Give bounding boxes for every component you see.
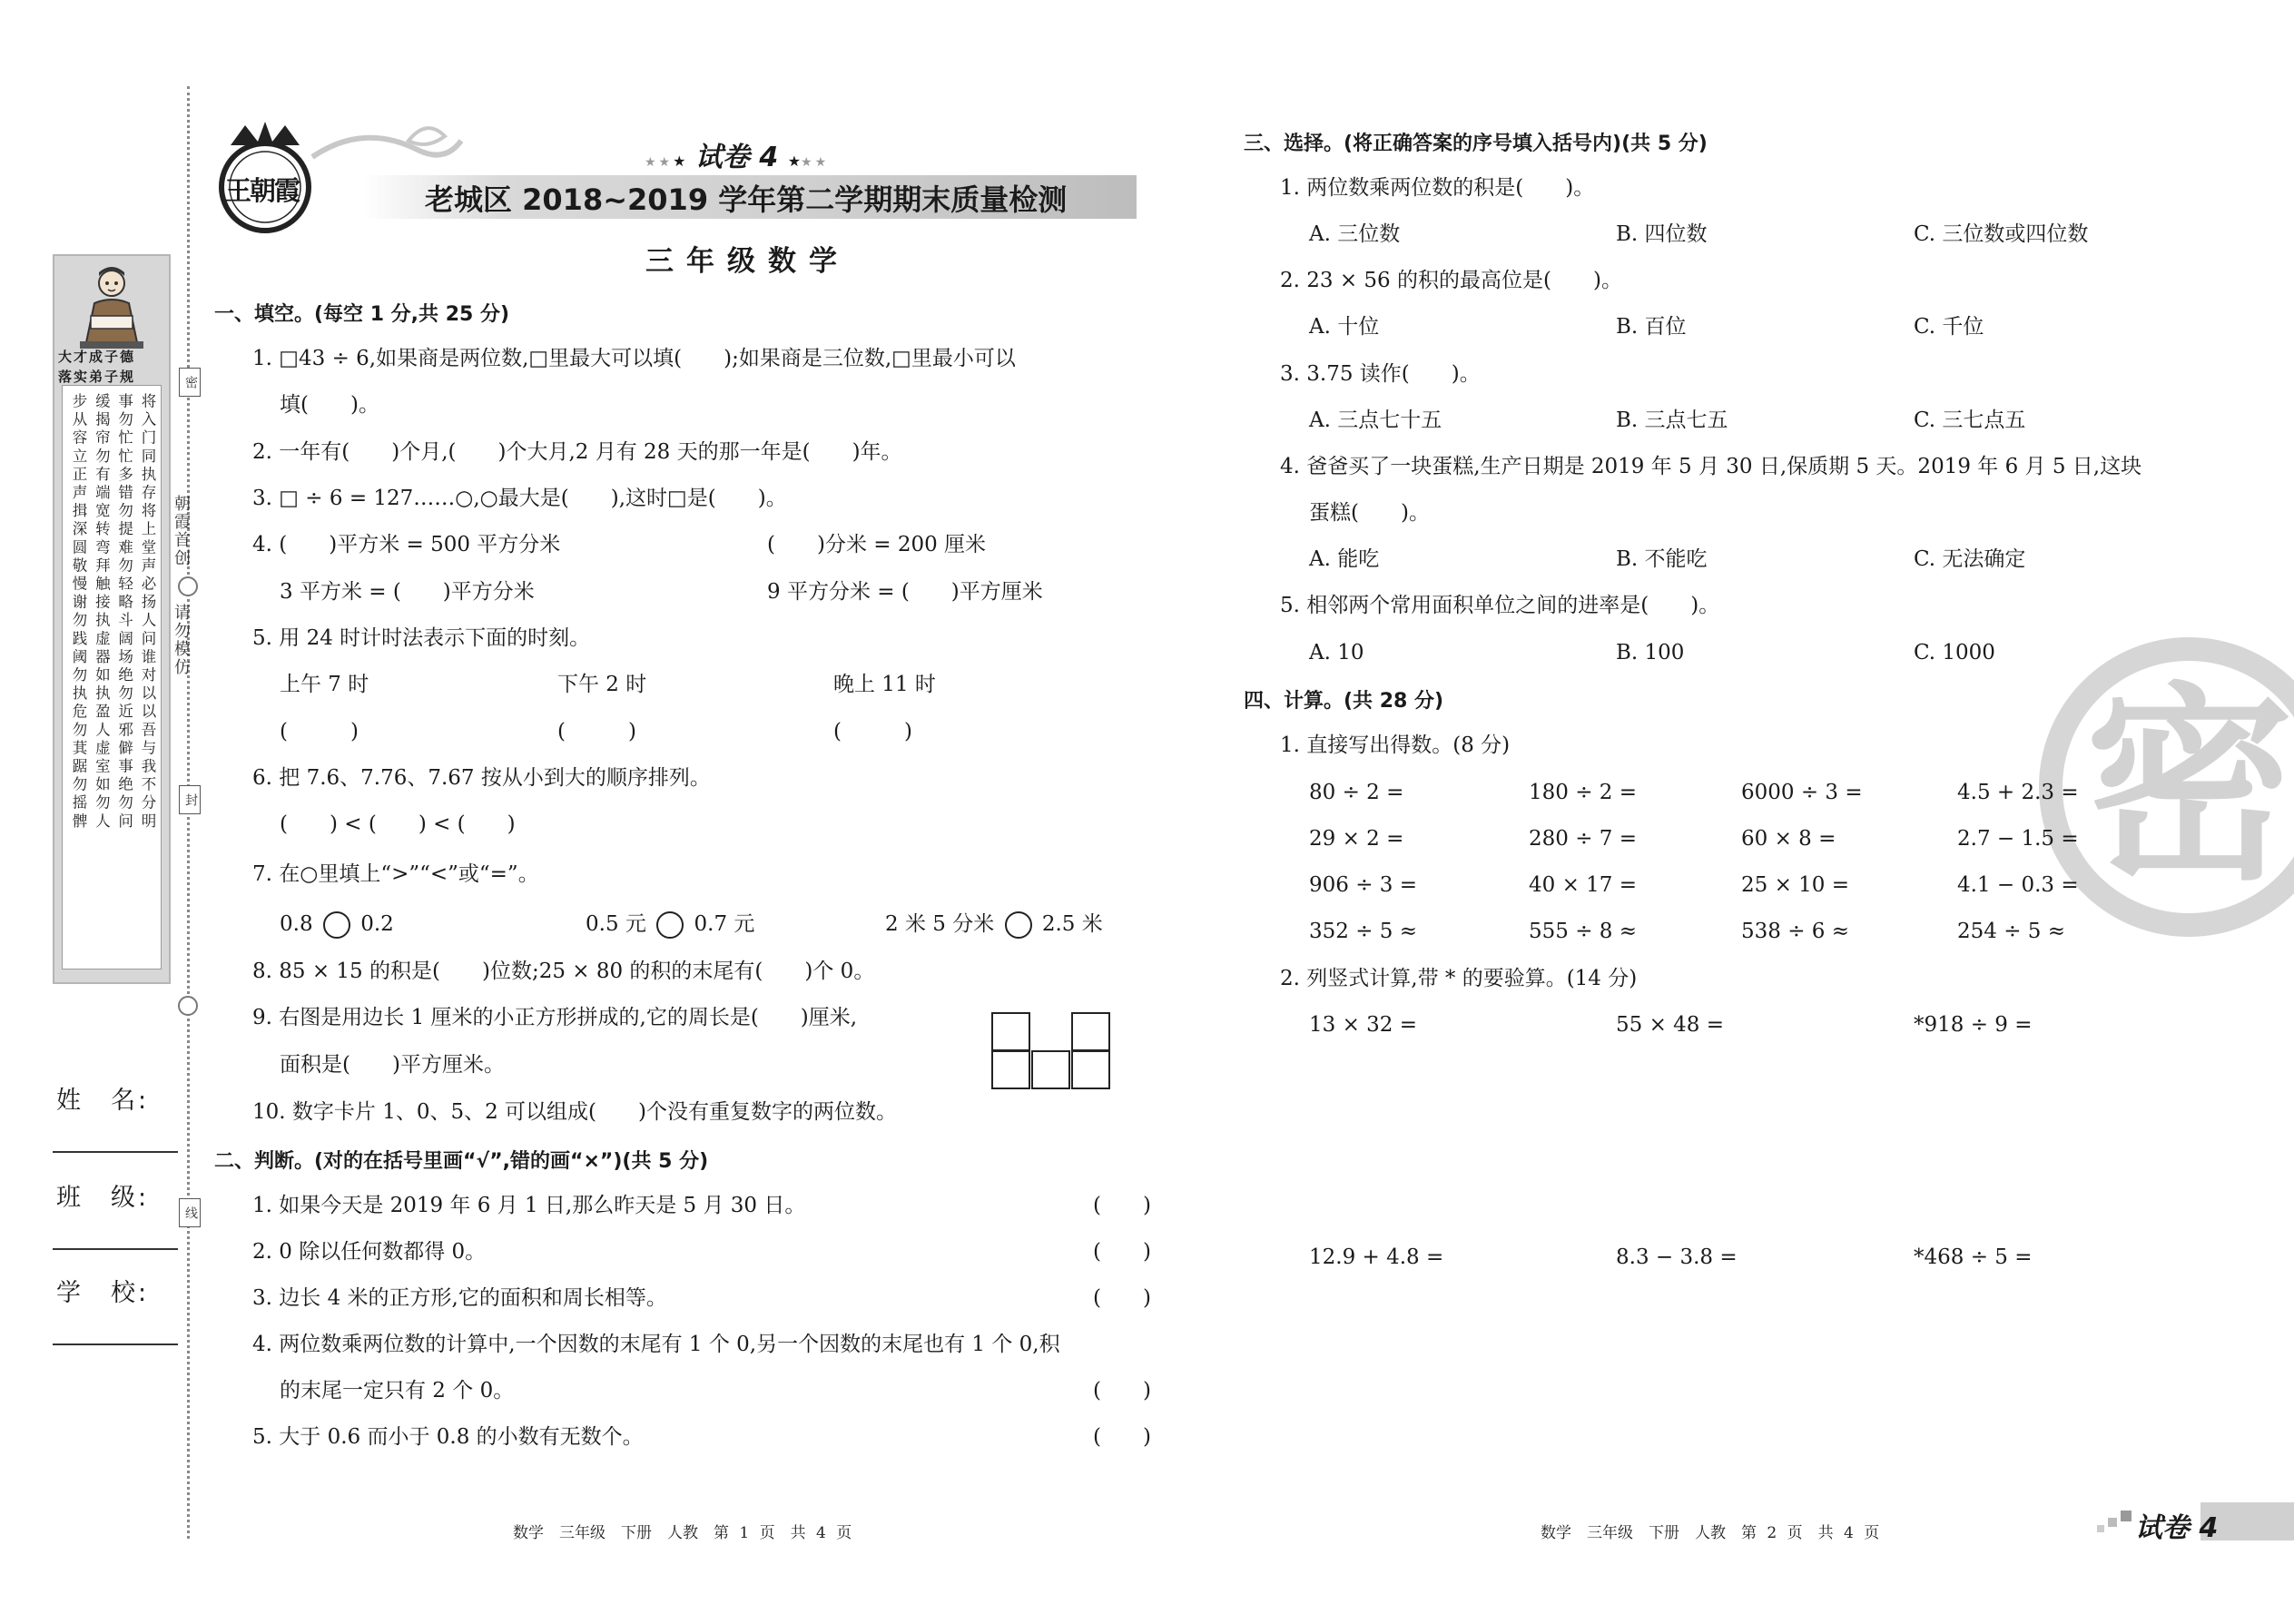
judge-item-continued: 的末尾一定只有 2 个 0。	[280, 1379, 515, 1403]
question-3: 3. □ ÷ 6 = 127……○,○最大是( ),这时□是( )。	[252, 487, 787, 510]
oral-calc-item: 538 ÷ 6 ≈	[1741, 920, 1850, 943]
oral-calc-item: 80 ÷ 2 =	[1309, 781, 1404, 804]
poem-column: 事勿忙忙多错勿提难勿轻略斗阔场绝勿近邪僻事绝勿问	[115, 393, 133, 832]
class-field[interactable]	[53, 1248, 178, 1250]
vertical-calc-item: 12.9 + 4.8 =	[1309, 1245, 1444, 1269]
oral-calc-item: 280 ÷ 7 =	[1529, 827, 1638, 851]
question-6-blanks[interactable]: ( ) < ( ) < ( )	[280, 812, 516, 836]
question-6: 6. 把 7.6、7.76、7.67 按从小到大的顺序排列。	[252, 766, 711, 790]
oral-calc-item: 254 ÷ 5 ≈	[1957, 920, 2066, 943]
section-heading: 三、选择。(将正确答案的序号填入括号内)(共 5 分)	[1244, 133, 1708, 155]
question-8: 8. 85 × 15 的积是( )位数;25 × 80 的积的末尾有( )个 0。	[252, 960, 875, 983]
question-4b: ( )分米 = 200 厘米	[767, 533, 987, 556]
seal-mark-top: 密	[179, 368, 201, 397]
name-field[interactable]	[53, 1151, 178, 1153]
page-footer-right: 数学 三年级 下册 人教 第 2 页 共 4 页	[1541, 1524, 1880, 1542]
vertical-calc-item: *918 ÷ 9 =	[1914, 1013, 2033, 1037]
poem-column: 缓揭帘勿有端宽转弯拜触接执虚器如执盈人虚室如勿人	[93, 393, 111, 832]
subject-title: 三年级数学	[645, 245, 850, 278]
time-answer-blank[interactable]: ( )	[557, 720, 636, 743]
vertical-note-2: 请勿模仿	[172, 604, 191, 676]
question-1a: 1. □43 ÷ 6,如果商是两位数,□里最大可以填( );如果商是三位数,□里最小可以	[252, 347, 1016, 370]
compare-circle[interactable]	[323, 911, 350, 939]
watermark-character: 密	[2084, 666, 2294, 909]
question-4a: 4. ( )平方米 = 500 平方分米	[252, 533, 561, 556]
judge-item: 2. 0 除以任何数都得 0。	[252, 1240, 487, 1264]
choice-question: 1. 两位数乘两位数的积是( )。	[1280, 176, 1595, 200]
time-label: 下午 2 时	[557, 673, 647, 696]
judge-answer-blank[interactable]: ( )	[1093, 1425, 1151, 1449]
binding-knot-icon	[178, 996, 198, 1016]
star-decoration-icon: ★★	[645, 155, 674, 170]
compare-circle[interactable]	[656, 911, 684, 939]
judge-answer-blank[interactable]: ( )	[1093, 1240, 1151, 1264]
seal-mark-bottom: 线	[179, 1198, 201, 1227]
seal-mark-mid: 封	[179, 785, 201, 814]
scholar-figure-icon	[78, 263, 145, 350]
paper-tag: ★★★ 试卷 4 ★★★	[645, 142, 830, 173]
judge-answer-blank[interactable]: ( )	[1093, 1286, 1151, 1310]
school-field[interactable]	[53, 1343, 178, 1345]
vertical-note-1: 朝霞首创	[172, 495, 191, 567]
choice-option[interactable]: A. 三点七十五	[1309, 408, 1442, 432]
choice-option[interactable]: A. 三位数	[1309, 222, 1401, 246]
question-9a: 9. 右图是用边长 1 厘米的小正方形拼成的,它的周长是( )厘米,	[252, 1006, 858, 1029]
publisher-logo	[211, 118, 320, 234]
oral-calc-item: 25 × 10 =	[1741, 873, 1850, 897]
choice-option[interactable]: B. 四位数	[1616, 222, 1708, 246]
star-decoration-icon: ★★	[801, 155, 830, 170]
judge-answer-blank[interactable]: ( )	[1093, 1379, 1151, 1403]
oral-calc-item: 60 × 8 =	[1741, 827, 1836, 851]
choice-option[interactable]: A. 能吃	[1309, 547, 1380, 571]
choice-option[interactable]: C. 千位	[1914, 315, 1984, 339]
main-title: 老城区 2018~2019 学年第二学期期末质量检测	[425, 182, 1068, 217]
poem-column: 将入门同执存将上堂声必扬人问谁对以以吾与我不分明	[138, 393, 156, 832]
choice-option[interactable]: C. 三七点五	[1914, 408, 2026, 432]
time-label: 上午 7 时	[280, 673, 369, 696]
oral-calc-item: 2.7 − 1.5 =	[1957, 827, 2079, 851]
school-label: 学 校:	[56, 1279, 150, 1307]
oral-calc-item: 6000 ÷ 3 =	[1741, 781, 1863, 804]
name-label: 姓 名:	[56, 1087, 150, 1115]
choice-question: 3. 3.75 读作( )。	[1280, 362, 1481, 386]
corner-decoration-icon	[2097, 1507, 2133, 1541]
question-10: 10. 数字卡片 1、0、5、2 可以组成( )个没有重复数字的两位数。	[252, 1100, 897, 1124]
compare-item: 0.8 0.2	[280, 910, 394, 939]
choice-question: 5. 相邻两个常用面积单位之间的进率是( )。	[1280, 594, 1720, 617]
question-9b: 面积是( )平方厘米。	[280, 1053, 505, 1077]
section-heading: 二、判断。(对的在括号里画“√”,错的画“×”)(共 5 分)	[214, 1150, 709, 1173]
choice-option[interactable]: B. 100	[1616, 641, 1685, 664]
choice-option[interactable]: A. 十位	[1309, 315, 1380, 339]
section-heading: 四、计算。(共 28 分)	[1244, 690, 1444, 713]
question-4c: 3 平方米 = ( )平方分米	[280, 580, 535, 604]
judge-item: 4. 两位数乘两位数的计算中,一个因数的末尾有 1 个 0,另一个因数的末尾也有 1 个 0,积	[252, 1333, 1060, 1356]
choice-option[interactable]: A. 10	[1309, 641, 1364, 664]
judge-item: 1. 如果今天是 2019 年 6 月 1 日,那么昨天是 5 月 30 日。	[252, 1194, 806, 1217]
section-heading: 一、填空。(每空 1 分,共 25 分)	[214, 303, 510, 326]
sub-heading: 1. 直接写出得数。(8 分)	[1280, 733, 1511, 757]
choice-option[interactable]: C. 1000	[1914, 641, 1995, 664]
oral-calc-item: 906 ÷ 3 =	[1309, 873, 1418, 897]
oral-calc-item: 29 × 2 =	[1309, 827, 1404, 851]
judge-answer-blank[interactable]: ( )	[1093, 1194, 1151, 1217]
time-answer-blank[interactable]: ( )	[833, 720, 912, 743]
binding-knot-icon	[178, 576, 198, 596]
vertical-calc-item: 8.3 − 3.8 =	[1616, 1245, 1738, 1269]
oral-calc-item: 4.1 − 0.3 =	[1957, 873, 2079, 897]
motto-panel	[53, 254, 171, 984]
compare-item: 0.5 元 0.7 元	[586, 910, 754, 939]
compare-item: 2 米 5 分米 2.5 米	[885, 910, 1103, 939]
oral-calc-item: 40 × 17 =	[1529, 873, 1638, 897]
logo-text: 王朝霞	[225, 175, 300, 206]
question-2: 2. 一年有( )个月,( )个大月,2 月有 28 天的那一年是( )年。	[252, 440, 902, 464]
question-4d: 9 平方分米 = ( )平方厘米	[767, 580, 1043, 604]
time-label: 晚上 11 时	[833, 673, 936, 696]
poem-box	[62, 385, 162, 969]
poem-column: 步从容立正声揖深圆敬慢谢勿践阈勿执危勿萁踞勿摇髀	[70, 393, 87, 832]
choice-question-continued: 蛋糕( )。	[1309, 501, 1430, 525]
oral-calc-item: 555 ÷ 8 ≈	[1529, 920, 1638, 943]
question-5: 5. 用 24 时计时法表示下面的时刻。	[252, 626, 591, 650]
question-7: 7. 在○里填上“>”“<”或“=”。	[252, 862, 539, 886]
vertical-calc-item: 55 × 48 =	[1616, 1013, 1725, 1037]
oral-calc-item: 180 ÷ 2 =	[1529, 781, 1638, 804]
choice-option[interactable]: C. 无法确定	[1914, 547, 2026, 571]
question-1b: 填( )。	[280, 393, 379, 417]
portrait-caption-1: 大才成子德	[58, 349, 136, 365]
choice-option[interactable]: C. 三位数或四位数	[1914, 222, 2089, 246]
judge-item: 3. 边长 4 米的正方形,它的面积和周长相等。	[252, 1286, 667, 1310]
vertical-calc-item: 13 × 32 =	[1309, 1013, 1418, 1037]
choice-option[interactable]: B. 不能吃	[1616, 547, 1708, 571]
oral-calc-item: 4.5 + 2.3 =	[1957, 781, 2079, 804]
page-footer-left: 数学 三年级 下册 人教 第 1 页 共 4 页	[513, 1524, 852, 1542]
compare-circle[interactable]	[1005, 911, 1032, 939]
footer-paper-tag: 试卷 4	[2135, 1512, 2219, 1544]
choice-question: 2. 23 × 56 的积的最高位是( )。	[1280, 269, 1622, 292]
choice-option[interactable]: B. 三点七五	[1616, 408, 1728, 432]
oral-calc-item: 352 ÷ 5 ≈	[1309, 920, 1418, 943]
sub-heading: 2. 列竖式计算,带 * 的要验算。(14 分)	[1280, 967, 1638, 990]
choice-option[interactable]: B. 百位	[1616, 315, 1687, 339]
class-label: 班 级:	[56, 1184, 150, 1212]
portrait-caption-2: 落实弟子规	[58, 369, 136, 385]
ribbon-decoration	[309, 113, 463, 181]
choice-question: 4. 爸爸买了一块蛋糕,生产日期是 2019 年 5 月 30 日,保质期 5 天。2019 年 6 月 5 日,这块	[1280, 455, 2142, 478]
poem-columns	[70, 393, 155, 963]
time-answer-blank[interactable]: ( )	[280, 720, 359, 743]
judge-item: 5. 大于 0.6 而小于 0.8 的小数有无数个。	[252, 1425, 644, 1449]
vertical-calc-item: *468 ÷ 5 =	[1914, 1245, 2033, 1269]
